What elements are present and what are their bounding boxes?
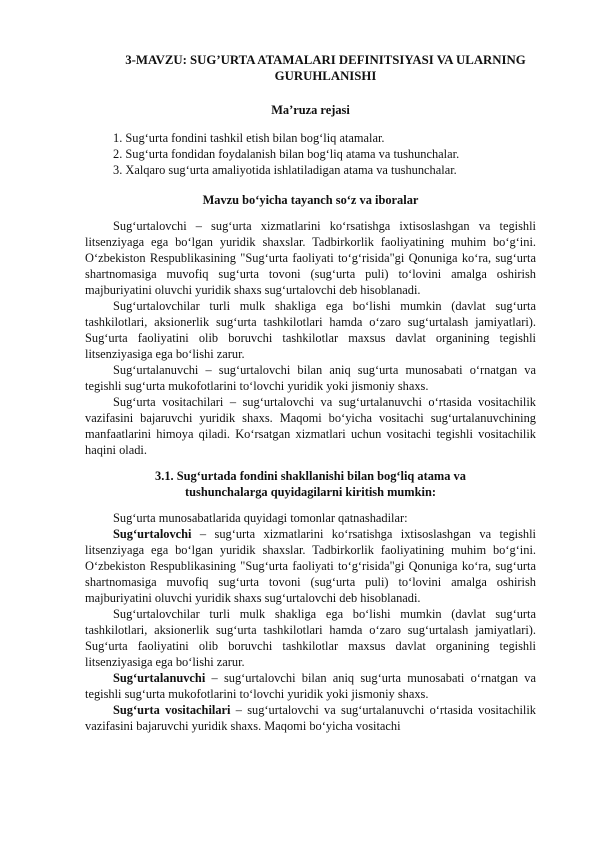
terms-title: Mavzu bo‘yicha tayanch so‘z va iboralar bbox=[202, 193, 419, 207]
term-paragraph: Sug‘urta vositachilari – sug‘urtalovchi va sug‘urtalanuvchi o‘rtasida vositachilik vazifasini bajaruvchi yuridik shaxs. Maqomi bo‘yicha vositachi sug‘urtalanuvchining manfaatlarini himoya qiladi. Ko‘rsatgan xizmatlari uchun vositachi tegishli vositachilik haqini oladi. bbox=[85, 395, 536, 457]
page-title: 3-MAVZU: SUG’URTA ATAMALARI DEFINITSIYASI VA ULARNING GURUHLANISHI bbox=[125, 53, 526, 83]
plan-item: 1. Sug‘urta fondini tashkil etish bilan bog‘liq atamalar. bbox=[113, 131, 385, 145]
term-paragraph: Sug‘urtalanuvchi – sug‘urtalovchi bilan aniq sug‘urta munosabati o‘rnatgan va tegishli sug‘urta mukofotlarini to‘lovchi yuridik yoki jismoniy shaxs. bbox=[85, 363, 536, 393]
section-paragraph bbox=[85, 702, 536, 734]
section-title: 3.1. Sug‘urtada fondini shakllanishi bilan bog‘liq atama va tushunchalarga quyidagilarni kiritish mumkin: bbox=[155, 469, 466, 499]
term-paragraph: Sug‘urtalovchilar turli mulk shakliga ega bo‘lishi mumkin (davlat sug‘urta tashkilotlari, aksionerlik sug‘urta tashkilotlari hamda o‘zaro sug‘urtalash jamiyatlari). Sug‘urta faoliyatini olib boruvchi tashkilotlar maxsus davlat organining tegishli litsenziyasiga ega bo‘lishi zarur. bbox=[85, 299, 536, 361]
section-paragraph bbox=[85, 526, 536, 606]
plan-item: 2. Sug‘urta fondidan foydalanish bilan bog‘liq atama va tushunchalar. bbox=[113, 147, 460, 161]
term-definition: – sug‘urtalovchi bilan aniq sug‘urta munosabati o‘rnatgan va tegishli sug‘urta mukofotlarini to‘lovchi yuridik yoki jismoniy shaxs. bbox=[85, 671, 536, 701]
plan-item: 3. Xalqaro sug‘urta amaliyotida ishlatiladigan atama va tushunchalar. bbox=[113, 163, 457, 177]
section-paragraph bbox=[85, 670, 536, 702]
term-definition: Sug‘urtalovchilar turli mulk shakliga ega bo‘lishi mumkin (davlat sug‘urta tashkilotlari, aksionerlik sug‘urta tashkilotlari hamda o‘zaro sug‘urtalash jamiyatlari). Sug‘urta faoliyatini olib boruvchi tashkilotlar maxsus davlat organining tegishli litsenziyasiga ega bo‘lishi zarur. bbox=[85, 607, 536, 669]
plan-title: Ma’ruza rejasi bbox=[271, 103, 350, 117]
term-paragraph: Sug‘urtalovchi – sug‘urta xizmatlarini ko‘rsatishga ixtisoslashgan va tegishli litsenziyaga ega bo‘lgan yuridik shaxslar. Tadbirkorlik faoliyatining muhim bo‘g‘ini. O‘zbekiston Respublikasining "Sug‘urta faoliyati to‘g‘risida"gi Qonuniga ko‘ra, sug‘urta shartnomasiga muvofiq sug‘urta tovoni (sug‘urta puli) to‘lovini amalga oshirish majburiyatini oluvchi yuridik shaxs sug‘urtalovchi deb hisoblanadi. bbox=[85, 219, 536, 297]
term-definition: – sug‘urtalovchi va sug‘urtalanuvchi o‘rtasida vositachilik vazifasini bajaruvchi yuridik shaxs. Maqomi bo‘yicha vositachi bbox=[85, 703, 536, 733]
term-definition: – sug‘urta xizmatlarini ko‘rsatishga ixtisoslashgan va tegishli litsenziyaga ega bo‘lgan yuridik shaxslar. Tadbirkorlik faoliyatining muhim bo‘g‘ini. O‘zbekiston Respublikasining "Sug‘urta faoliyati to‘g‘risida"gi Qonuniga ko‘ra, sug‘urta shartnomasiga muvofiq sug‘urta tovoni (sug‘urta puli) to‘lovini amalga oshirish majburiyatini oluvchi yuridik shaxs sug‘urtalovchi deb hisoblanadi. bbox=[85, 527, 536, 605]
section-paragraph bbox=[85, 606, 536, 670]
term-name: Sug‘urtalanuvchi bbox=[113, 671, 206, 685]
plan-list bbox=[85, 130, 536, 178]
term-name: Sug‘urtalovchi bbox=[113, 527, 192, 541]
section-intro: Sug‘urta munosabatlarida quyidagi tomonlar qatnashadilar: bbox=[113, 511, 408, 525]
term-name: Sug‘urta vositachilari bbox=[113, 703, 231, 717]
